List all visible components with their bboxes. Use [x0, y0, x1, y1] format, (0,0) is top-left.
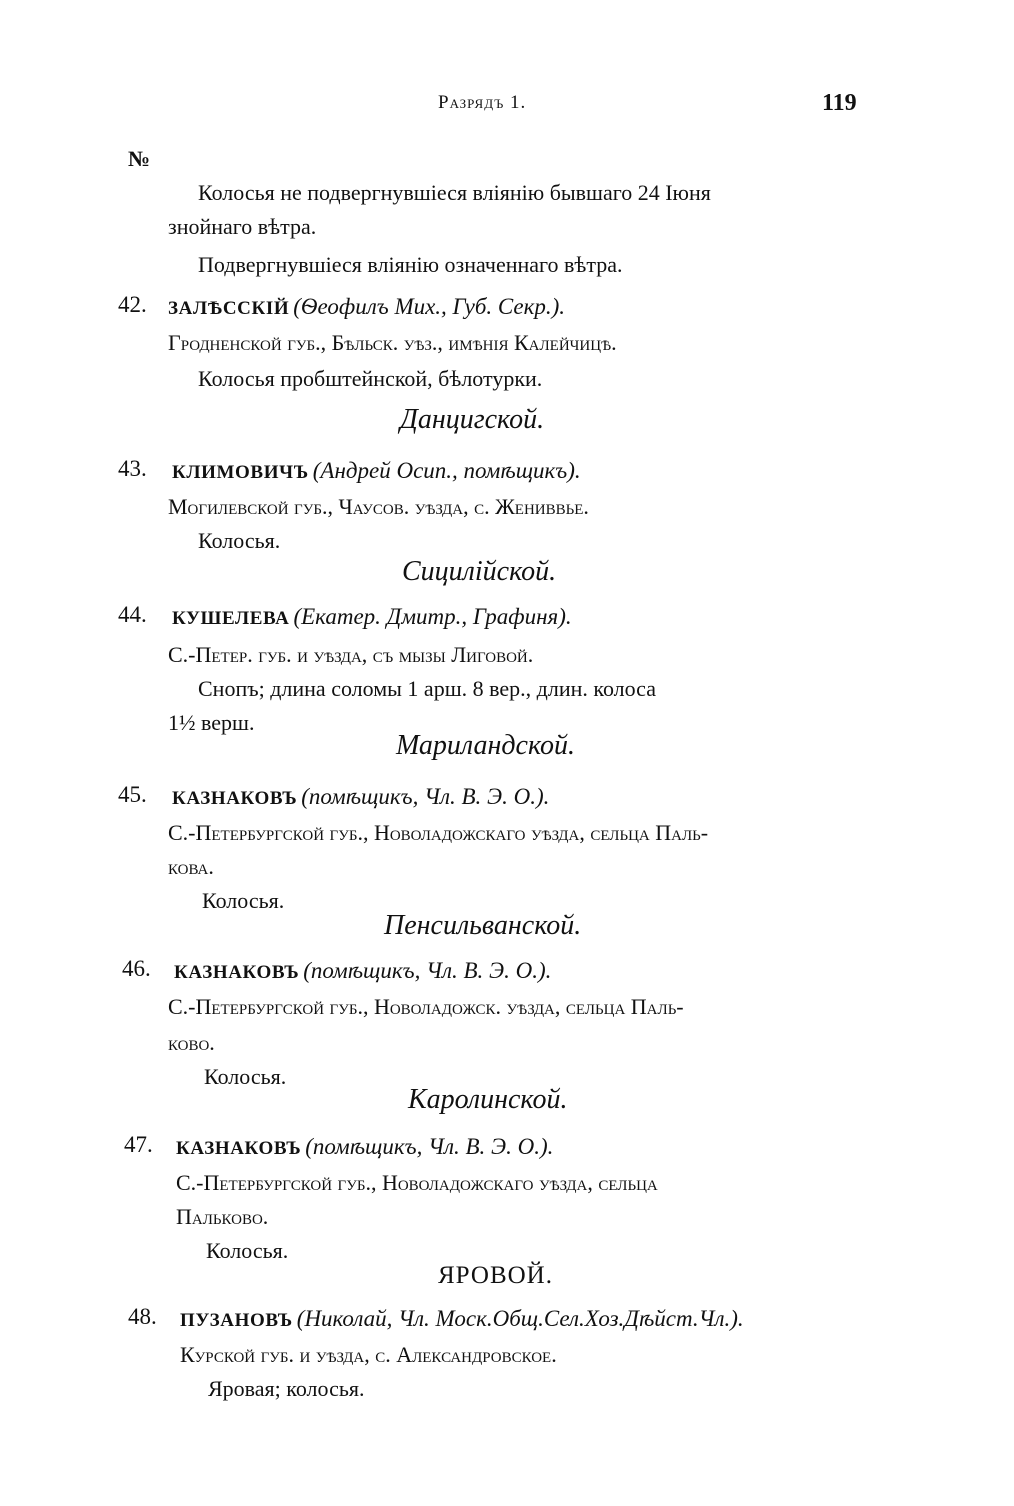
exhibit-sample: Колосья. — [198, 528, 281, 553]
exhibitor-name: ПУЗАНОВЪ — [180, 1310, 293, 1331]
section-heading: Данцигской. — [400, 404, 545, 435]
exhibitor-place-cont: Пальково. — [176, 1204, 269, 1229]
exhibit-sample: Колосья пробштейнской, бѣлотурки. — [198, 366, 543, 391]
exhibit-sample: Колосья. — [206, 1238, 289, 1263]
entry-heading — [172, 458, 581, 484]
entry-heading — [176, 1134, 553, 1160]
page-number: 119 — [822, 90, 857, 116]
exhibitor-details: (Андрей Осип., помѣщикъ). — [312, 458, 581, 483]
intro-line: знойнаго вѣтра. — [168, 214, 317, 239]
entry-number: 48. — [128, 1304, 157, 1329]
exhibitor-details: (Екатер. Дмитр., Графиня). — [293, 604, 572, 629]
exhibitor-place-cont: кова. — [168, 854, 214, 879]
exhibitor-name: ЗАЛѢССКІЙ — [168, 298, 290, 319]
entry-heading — [180, 1306, 744, 1332]
running-title: Разрядъ 1. — [438, 92, 527, 113]
exhibitor-place: С.-Петербургской губ., Новоладожск. уѣзда, сельца Паль- — [168, 994, 684, 1019]
entry-heading — [172, 604, 572, 630]
exhibit-sample: Колосья. — [204, 1064, 287, 1089]
exhibitor-name: КЛИМОВИЧЪ — [172, 462, 309, 483]
exhibitor-details: (Ѳеофилъ Мих., Губ. Секр.). — [293, 294, 566, 319]
entry-number: 45. — [118, 782, 147, 807]
exhibit-sample: Снопъ; длина соломы 1 арш. 8 вер., длин. колоса — [198, 676, 656, 701]
exhibit-sample-cont: 1½ верш. — [168, 710, 255, 735]
section-heading: Сицилійской. — [402, 556, 557, 587]
exhibitor-details: (помѣщикъ, Чл. В. Э. О.). — [305, 1134, 554, 1159]
entry-number: 47. — [124, 1132, 153, 1157]
section-heading: ЯРОВОЙ. — [438, 1262, 553, 1289]
intro-line: Подвергнувшіеся вліянію означеннаго вѣтра. — [198, 252, 623, 277]
section-heading: Мариландской. — [396, 730, 575, 761]
exhibitor-name: КАЗНАКОВЪ — [172, 788, 298, 809]
exhibitor-place: Курской губ. и уѣзда, с. Александровское. — [180, 1342, 557, 1367]
exhibitor-name: КАЗНАКОВЪ — [176, 1138, 302, 1159]
exhibitor-name: КАЗНАКОВЪ — [174, 962, 300, 983]
intro-line: Колосья не подвергнувшіеся вліянію бывшаго 24 Іюня — [198, 180, 711, 205]
entry-heading — [174, 958, 551, 984]
entry-heading — [168, 294, 565, 320]
exhibitor-details: (Николай, Чл. Моск.Общ.Сел.Хоз.Дѣйст.Чл.). — [296, 1306, 744, 1331]
exhibitor-place: Могилевской губ., Чаусов. уѣзда, с. Жениввье. — [168, 494, 589, 519]
entry-number: 46. — [122, 956, 151, 981]
exhibitor-place-cont: ково. — [168, 1030, 215, 1055]
exhibitor-details: (помѣщикъ, Чл. В. Э. О.). — [303, 958, 552, 983]
section-heading: Каролинской. — [408, 1084, 568, 1115]
entry-number: 42. — [118, 292, 147, 317]
exhibitor-place: С.-Петер. губ. и уѣзда, съ мызы Лиговой. — [168, 642, 534, 667]
section-heading: Пенсильванской. — [384, 910, 582, 941]
exhibitor-place: С.-Петербургской губ., Новоладожскаго уѣзда, сельца — [176, 1170, 658, 1195]
entry-heading — [172, 784, 549, 810]
exhibit-sample: Яровая; колосья. — [208, 1376, 365, 1401]
number-sign: № — [128, 146, 151, 171]
entry-number: 44. — [118, 602, 147, 627]
exhibit-sample: Колосья. — [202, 888, 285, 913]
exhibitor-place: Гродненской губ., Бѣльск. уѣз., имѣнія Калейчицѣ. — [168, 330, 617, 355]
exhibitor-name: КУШЕЛЕВА — [172, 608, 290, 629]
exhibitor-place: С.-Петербургской губ., Новоладожскаго уѣзда, сельца Паль- — [168, 820, 709, 845]
entry-number: 43. — [118, 456, 147, 481]
exhibitor-details: (помѣщикъ, Чл. В. Э. О.). — [301, 784, 550, 809]
